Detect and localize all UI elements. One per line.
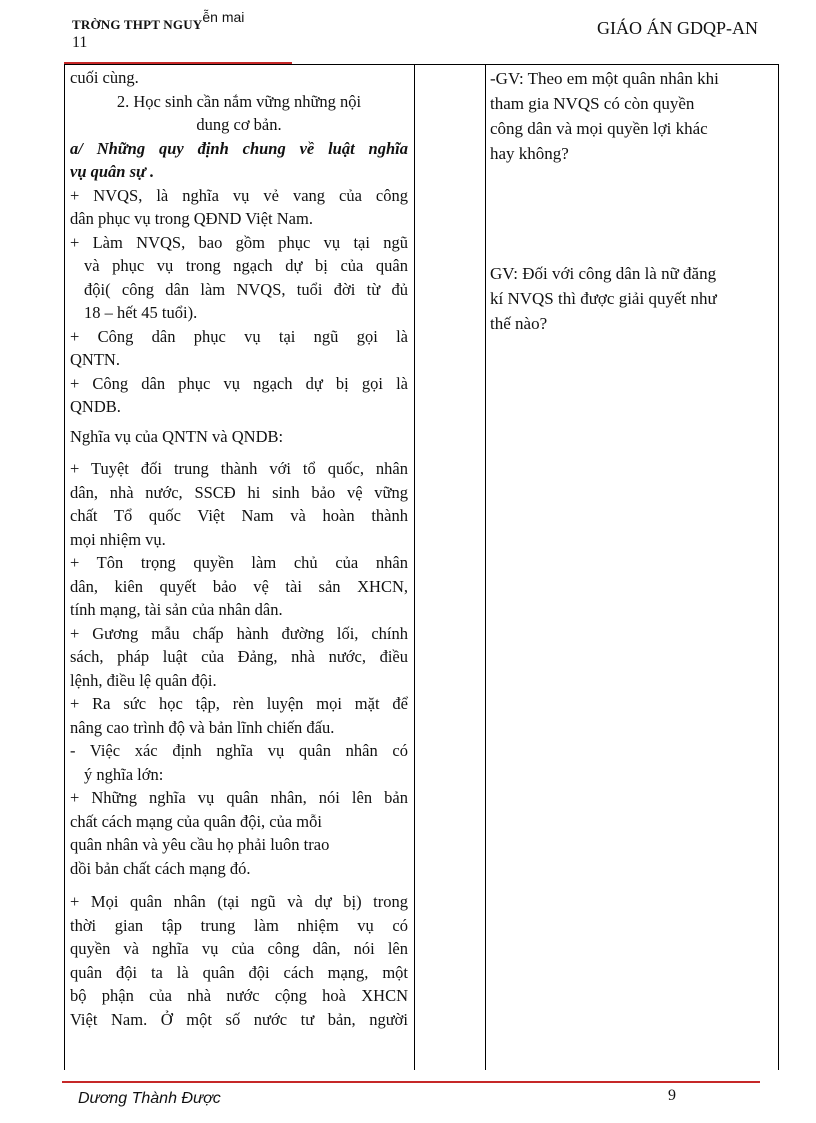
- text-line: chất Tổ quốc Việt Nam và hoàn thành: [70, 506, 408, 525]
- grade-label: 11: [72, 34, 88, 51]
- subsection-heading: a/ Những quy định chung về luật nghĩa: [70, 138, 408, 158]
- question-line: công dân và mọi quyền lợi khác: [490, 119, 708, 138]
- text-line: thời gian tập trung làm nhiệm vụ có: [70, 915, 408, 935]
- text-line: cuối cùng.: [70, 68, 139, 87]
- text-line: + Những nghĩa vụ quân nhân, nói lên bản: [70, 788, 408, 807]
- question-line: thế nào?: [490, 314, 548, 333]
- text-line: bộ phận của nhà nước cộng hoà XHCN: [70, 986, 408, 1005]
- duties-heading: Nghĩa vụ của QNTN và QNDB:: [70, 426, 284, 446]
- text-line: dồi bản chất cách mạng đó.: [70, 858, 251, 878]
- text-line: quân đội ta là quân đội cách mạng, một: [70, 962, 408, 982]
- text-line: đội( công dân làm NVQS, tuổi đời từ đủ: [84, 279, 408, 299]
- text-line: + Gương mẫu chấp hành đường lối, chính: [70, 623, 408, 643]
- subsection-heading-cont: vụ quân sự .: [70, 162, 155, 181]
- text-line: và phục vụ trong ngạch dự bị của quân: [84, 256, 408, 275]
- text-line: chất cách mạng của quân đội, của mỗi: [70, 811, 322, 831]
- text-line: nâng cao trình độ và bản lĩnh chiến đấu.: [70, 717, 335, 737]
- text-line: Việt Nam. Ở một số nước tư bản, người: [70, 1009, 408, 1029]
- text-line: + NVQS, là nghĩa vụ vẻ vang của công: [70, 185, 408, 205]
- footer-divider: [62, 1081, 760, 1083]
- school-name-suffix: ễn mai: [202, 9, 245, 25]
- table-column-blank: [414, 64, 486, 1070]
- text-line: - Việc xác định nghĩa vụ quân nhân có: [70, 741, 408, 760]
- text-line: mọi nhiệm vụ.: [70, 529, 166, 549]
- text-line: + Làm NVQS, bao gồm phục vụ tại ngũ: [70, 232, 408, 252]
- document-title: GIÁO ÁN GDQP-AN: [597, 18, 758, 38]
- text-line: QNTN.: [70, 350, 120, 369]
- text-line: + Ra sức học tập, rèn luyện mọi mặt để: [70, 694, 408, 713]
- text-line: + Tôn trọng quyền làm chủ của nhân: [70, 553, 408, 572]
- section-heading: 2. Học sinh cần nắm vững những nội: [116, 91, 362, 111]
- header-school: [72, 9, 245, 51]
- question-line: GV: Đối với công dân là nữ đăng: [490, 264, 717, 283]
- text-line: lệnh, điều lệ quân đội.: [70, 670, 217, 690]
- question-line: hay không?: [490, 144, 569, 163]
- text-line: dân phục vụ trong QĐND Việt Nam.: [70, 209, 313, 228]
- text-line: sách, pháp luật của Đảng, nhà nước, điều: [70, 647, 408, 666]
- text-line: QNDB.: [70, 397, 121, 416]
- text-line: + Công dân phục vụ tại ngũ gọi là: [70, 326, 408, 346]
- teacher-questions: [490, 66, 772, 336]
- question-line: -GV: Theo em một quân nhân khi: [490, 69, 719, 88]
- lesson-content: [70, 66, 408, 1031]
- text-line: tính mạng, tài sản của nhân dân.: [70, 600, 283, 619]
- school-name: TRỜNG THPT NGUY: [72, 17, 203, 32]
- text-line: ý nghĩa lớn:: [84, 764, 164, 784]
- question-line: tham gia NVQS có còn quyền: [490, 94, 695, 113]
- text-line: 18 – hết 45 tuổi).: [84, 303, 198, 322]
- question-line: kí NVQS thì được giải quyết như: [490, 289, 717, 308]
- text-line: + Công dân phục vụ ngạch dự bị gọi là: [70, 373, 408, 393]
- author-name: Dương Thành Được: [78, 1090, 221, 1107]
- text-line: + Tuyệt đối trung thành với tổ quốc, nhân: [70, 459, 408, 478]
- section-heading-cont: dung cơ bản.: [196, 115, 282, 134]
- text-line: + Mọi quân nhân (tại ngũ và dự bị) trong: [70, 892, 408, 911]
- text-line: dân, kiên quyết bảo vệ tài sản XHCN,: [70, 576, 408, 596]
- page-number: 9: [668, 1087, 676, 1104]
- text-line: quân nhân và yêu cầu họ phải luôn trao: [70, 835, 330, 854]
- text-line: quyền và nghĩa vụ của công dân, nói lên: [70, 939, 408, 958]
- text-line: dân, nhà nước, SSCĐ hi sinh bảo vệ vững: [70, 482, 408, 502]
